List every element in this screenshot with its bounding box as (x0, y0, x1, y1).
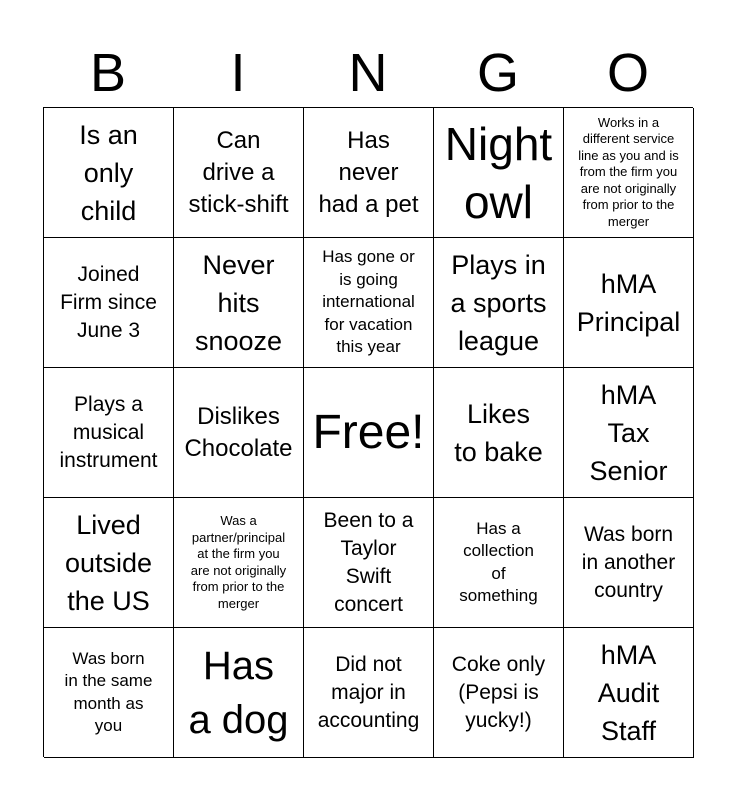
bingo-grid (43, 107, 693, 757)
cell-text: hMA Tax Senior (589, 379, 668, 486)
bingo-cell-r4c3[interactable] (304, 498, 434, 628)
bingo-cell-r4c1[interactable] (44, 498, 174, 628)
bingo-cell-r5c3[interactable] (304, 628, 434, 758)
cell-text: Was born in the same month as you (64, 648, 153, 735)
cell-text: Joined Firm since June 3 (60, 262, 157, 342)
header-letter-o: O (606, 43, 649, 103)
bingo-cell-r2c1[interactable] (44, 238, 174, 368)
cell-text: Coke only (Pepsi is yucky!) (451, 652, 546, 732)
cell-text: Likes to bake (454, 398, 543, 467)
bingo-cell-r3c3-free[interactable] (304, 368, 434, 498)
cell-text: Has a collection of something (459, 518, 538, 605)
bingo-cell-r5c5[interactable] (564, 628, 694, 758)
cell-text: Was a partner/principal at the firm you are not originally from prior to the merger (190, 513, 287, 611)
bingo-cell-r3c5[interactable] (564, 368, 694, 498)
cell-text: Plays a musical instrument (59, 392, 158, 472)
bingo-cell-r4c5[interactable] (564, 498, 694, 628)
cell-text: Has gone or is going international for vacation this year (322, 247, 415, 357)
bingo-cell-r3c2[interactable] (174, 368, 304, 498)
bingo-cell-r4c2[interactable] (174, 498, 304, 628)
header-letter-b: B (89, 43, 127, 103)
cell-text: Never hits snooze (194, 249, 283, 356)
header-letter-g: G (476, 43, 519, 103)
cell-text: hMA Principal (576, 268, 681, 337)
bingo-cell-r5c2[interactable] (174, 628, 304, 758)
cell-text: Works in a different service line as you and is from the firm you are not originally from prior to the merger (578, 114, 679, 229)
bingo-cell-r1c1[interactable] (44, 108, 174, 238)
cell-text: Plays in a sports league (450, 249, 547, 356)
bingo-cell-r1c4[interactable] (434, 108, 564, 238)
bingo-cell-r2c5[interactable] (564, 238, 694, 368)
bingo-cell-r3c4[interactable] (434, 368, 564, 498)
bingo-cell-r5c1[interactable] (44, 628, 174, 758)
header-letter-i: I (230, 43, 246, 103)
cell-text: Been to a Taylor Swift concert (323, 508, 414, 616)
bingo-cell-r3c1[interactable] (44, 368, 174, 498)
cell-text: Is an only child (79, 119, 138, 226)
free-space-text: Free! (312, 405, 425, 459)
cell-text: Dislikes Chocolate (184, 402, 293, 462)
bingo-cell-r1c5[interactable] (564, 108, 694, 238)
bingo-cell-r1c2[interactable] (174, 108, 304, 238)
cell-text: Can drive a stick-shift (188, 126, 289, 218)
cell-text: Was born in another country (581, 522, 676, 602)
bingo-cell-r2c2[interactable] (174, 238, 304, 368)
header-letter-n: N (348, 43, 388, 103)
bingo-cell-r2c4[interactable] (434, 238, 564, 368)
cell-text: Has a dog (188, 643, 289, 742)
bingo-cell-r4c4[interactable] (434, 498, 564, 628)
cell-text: Night owl (444, 117, 553, 228)
cell-text: hMA Audit Staff (597, 639, 660, 746)
cell-text: Has never had a pet (318, 126, 419, 218)
bingo-cell-r2c3[interactable] (304, 238, 434, 368)
cell-text: Did not major in accounting (317, 652, 420, 732)
bingo-header (43, 40, 693, 106)
bingo-cell-r5c4[interactable] (434, 628, 564, 758)
cell-text: Lived outside the US (64, 509, 153, 616)
bingo-cell-r1c3[interactable] (304, 108, 434, 238)
